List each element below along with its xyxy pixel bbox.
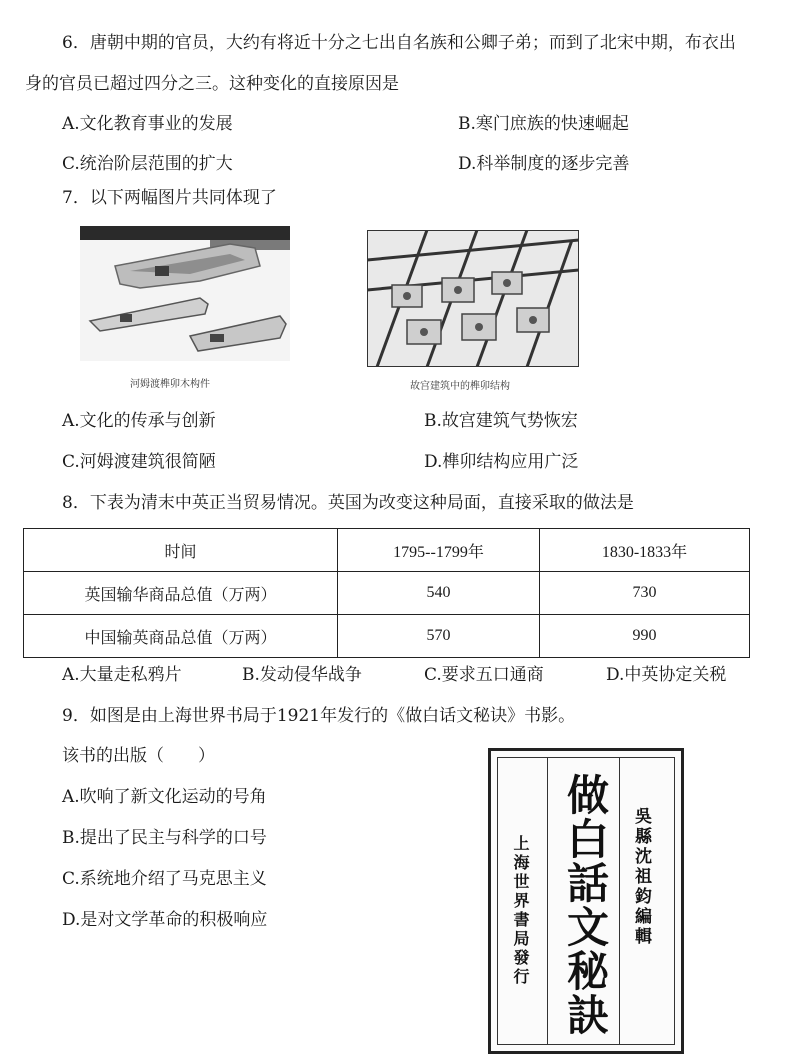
q6-option-c[interactable]: C.统治阶层范围的扩大 <box>62 154 233 174</box>
q6-option-a[interactable]: A.文化教育事业的发展 <box>62 114 233 134</box>
book-cover-image <box>488 748 684 1054</box>
q8-option-d[interactable]: D.中英协定关税 <box>606 665 727 685</box>
table-header-cell: 时间 <box>24 529 338 572</box>
q8-stem: 8．下表为清末中英正当贸易情况。英国为改变这种局面，直接采取的做法是 <box>62 493 634 513</box>
q7-option-a[interactable]: A.文化的传承与创新 <box>62 411 216 431</box>
table-row <box>24 615 750 658</box>
q7-caption-left: 河姆渡榫卯木构件 <box>130 379 210 390</box>
q7-stem: 7．以下两幅图片共同体现了 <box>62 188 277 208</box>
q9-option-d[interactable]: D.是对文学革命的积极响应 <box>62 910 268 930</box>
table-header-cell: 1795--1799年 <box>338 529 540 572</box>
table-cell: 730 <box>540 572 750 615</box>
trade-table <box>23 528 750 658</box>
table-header-cell: 1830-1833年 <box>540 529 750 572</box>
table-row <box>24 572 750 615</box>
q6-stem-line2: 身的官员已超过四分之三。这种变化的直接原因是 <box>25 74 399 94</box>
book-title: 做白話文秘訣 <box>561 773 610 1037</box>
q7-option-d[interactable]: D.榫卯结构应用广泛 <box>424 452 579 472</box>
hemudu-mortise-tenon-photo <box>80 226 290 361</box>
table-cell: 英国输华商品总值（万两） <box>24 572 338 615</box>
q9-option-a[interactable]: A.吹响了新文化运动的号角 <box>62 787 267 807</box>
book-publisher: 上海世界書局發行 <box>511 835 530 987</box>
table-cell: 570 <box>338 615 540 658</box>
q6-option-d[interactable]: D.科举制度的逐步完善 <box>458 154 630 174</box>
q8-option-b[interactable]: B.发动侵华战争 <box>242 665 362 685</box>
forbidden-city-mortise-tenon-photo <box>367 230 579 367</box>
q9-option-c[interactable]: C.系统地介绍了马克思主义 <box>62 869 267 889</box>
book-divider <box>619 757 620 1045</box>
q8-option-c[interactable]: C.要求五口通商 <box>424 665 544 685</box>
q9-stem: 9．如图是由上海世界书局于1921年发行的《做白话文秘诀》书影。 <box>62 706 576 726</box>
table-header-row <box>24 529 750 572</box>
q7-option-c[interactable]: C.河姆渡建筑很简陋 <box>62 452 216 472</box>
q9-option-b[interactable]: B.提出了民主与科学的口号 <box>62 828 267 848</box>
table-cell: 540 <box>338 572 540 615</box>
table-cell: 990 <box>540 615 750 658</box>
q7-option-b[interactable]: B.故宫建筑气势恢宏 <box>424 411 578 431</box>
book-author: 吳縣沈祖鈞編輯 <box>631 807 651 947</box>
q8-option-a[interactable]: A.大量走私鸦片 <box>62 665 182 685</box>
q9-sub: 该书的出版（ ） <box>62 746 215 766</box>
book-divider <box>547 757 548 1045</box>
q7-caption-right: 故宫建筑中的榫卯结构 <box>410 381 510 392</box>
table-cell: 中国输英商品总值（万两） <box>24 615 338 658</box>
q6-option-b[interactable]: B.寒门庶族的快速崛起 <box>458 114 629 134</box>
q6-stem-line1: 6．唐朝中期的官员，大约有将近十分之七出自名族和公卿子弟；而到了北宋中期，布衣出 <box>62 33 736 53</box>
